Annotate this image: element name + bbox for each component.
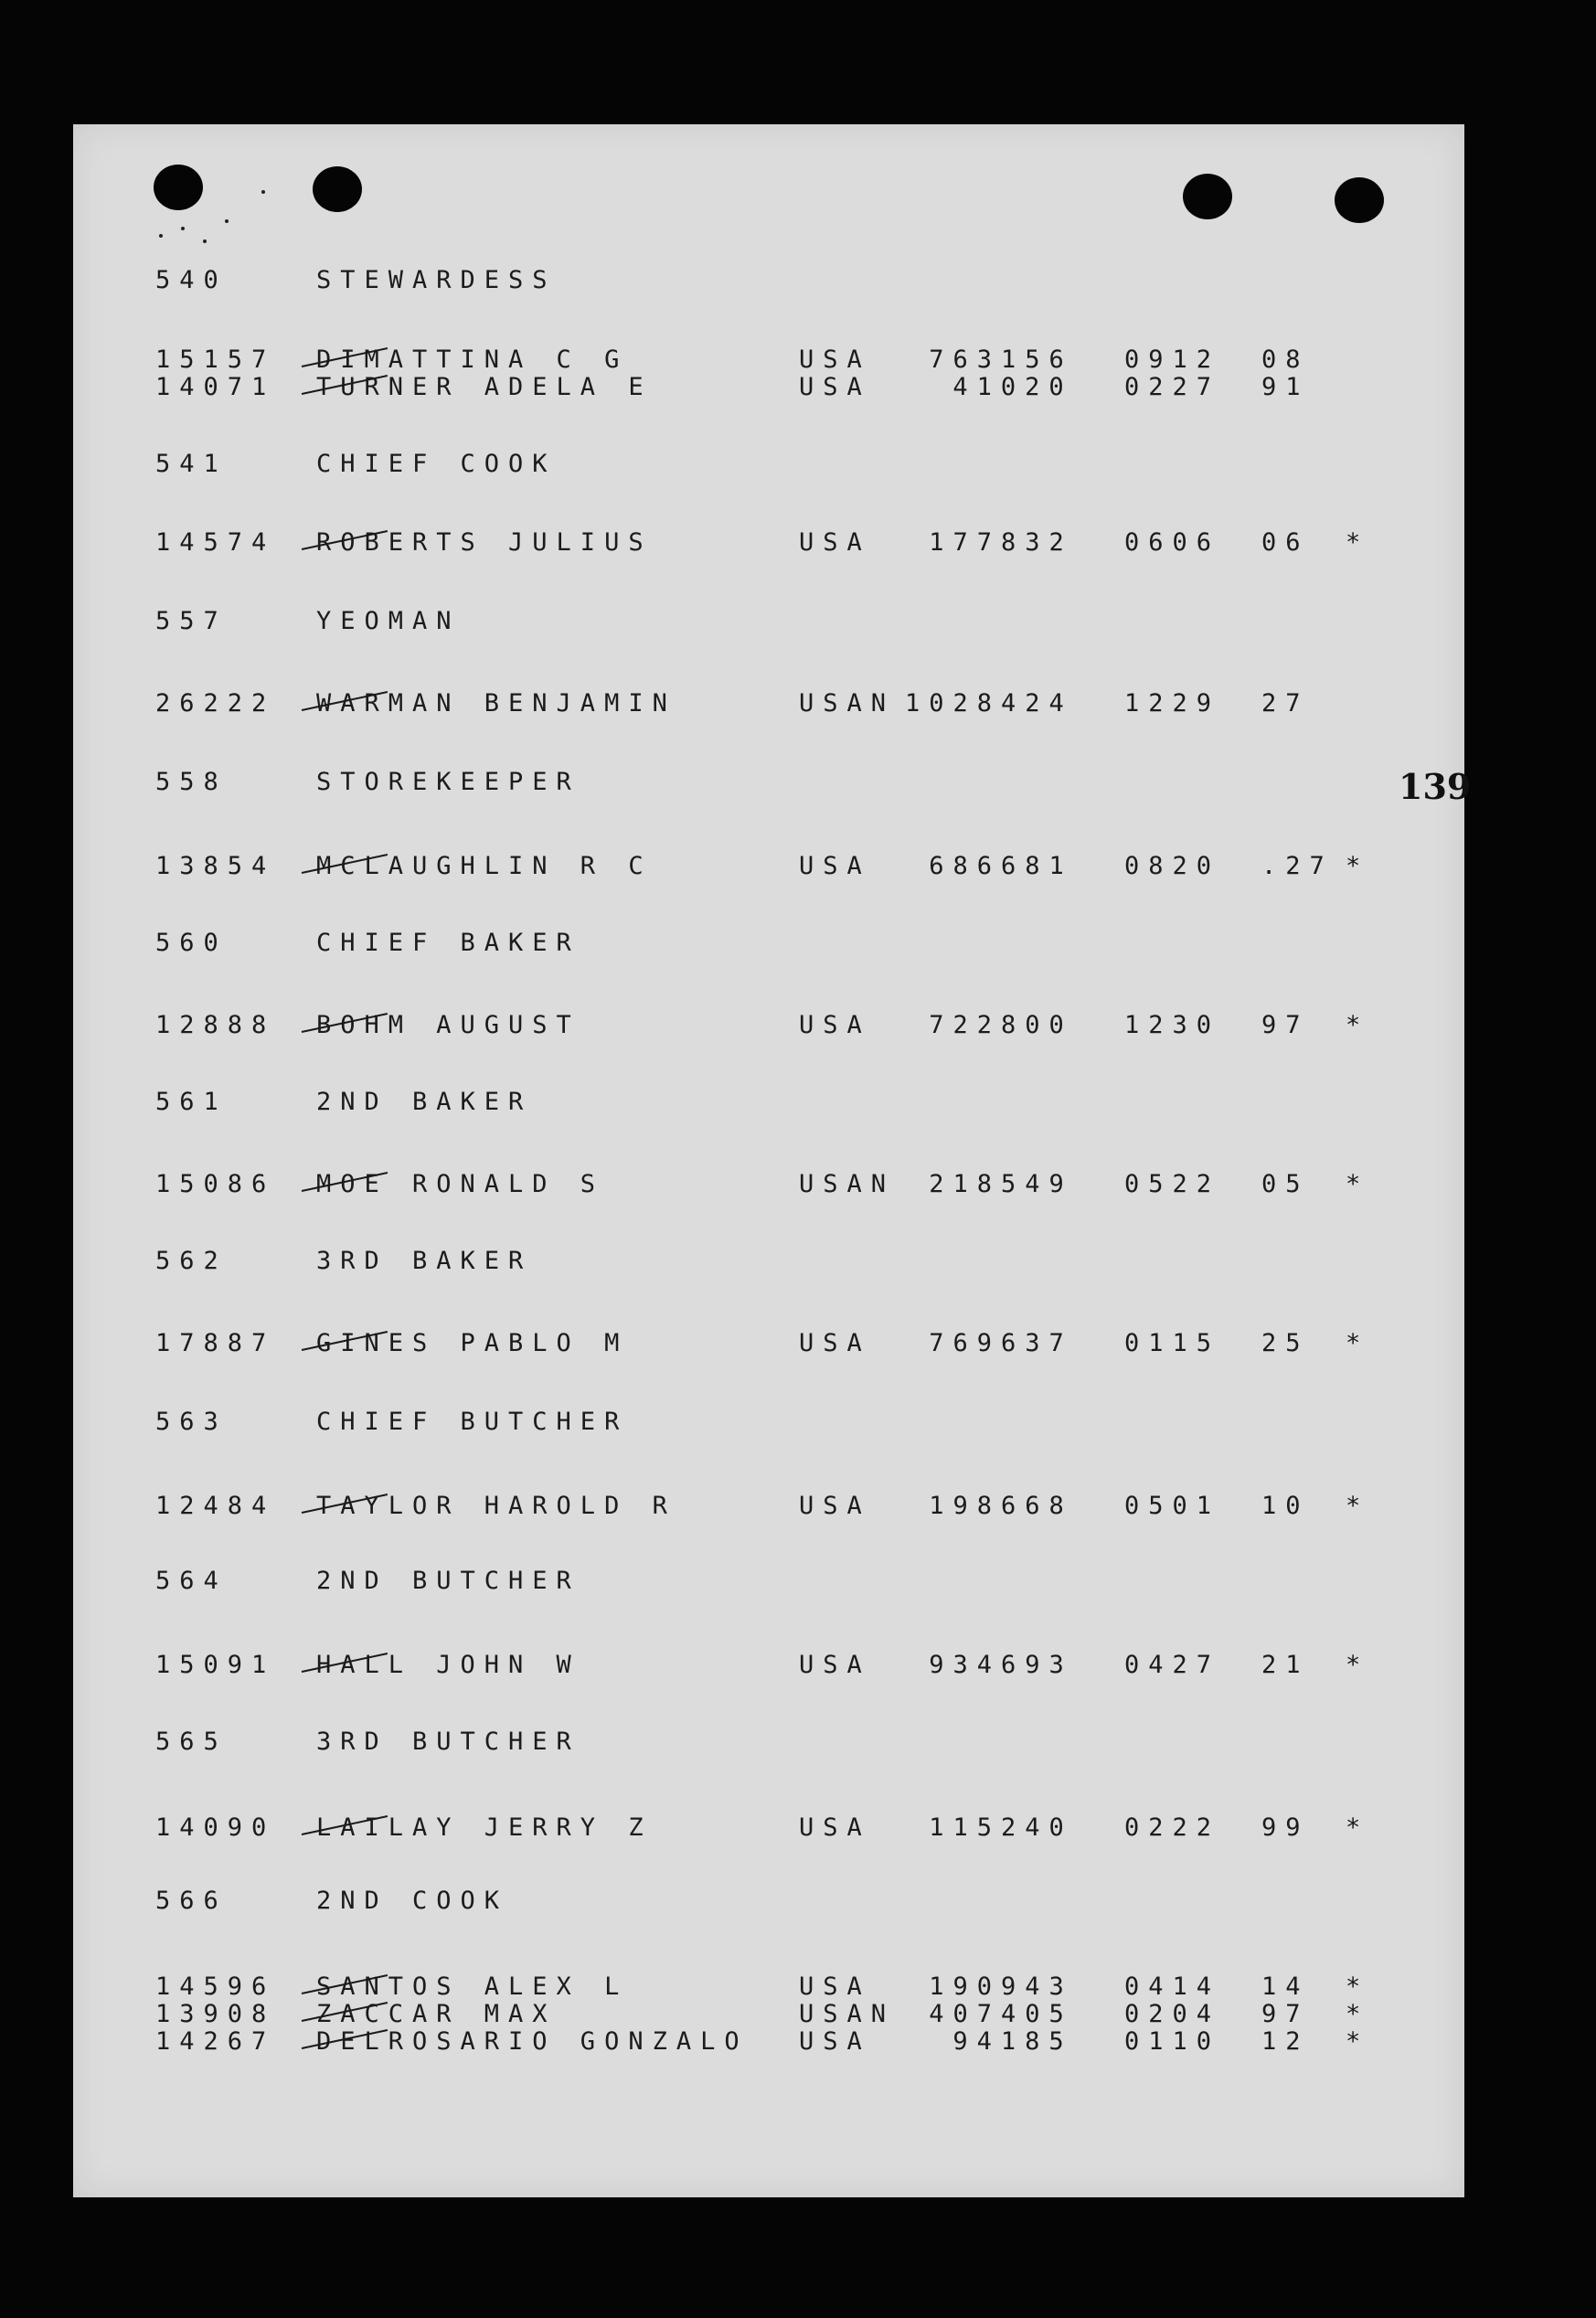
entry-number: 14596 (155, 1972, 276, 2001)
nationality: USA (799, 528, 871, 557)
date-code: 0414 (1124, 1972, 1221, 2001)
crew-name: GINES PABLO M (316, 1329, 629, 1357)
section-title: 2ND BUTCHER (316, 1567, 580, 1595)
nationality: USA (799, 1651, 871, 1679)
document-number: 177832 (929, 528, 1073, 557)
document-number: 769637 (929, 1329, 1073, 1357)
date-code: 1229 (1124, 689, 1221, 718)
year-code: 05 (1261, 1170, 1310, 1198)
date-code: 0227 (1124, 373, 1221, 401)
section-title: 2ND COOK (316, 1887, 509, 1915)
section-title: CHIEF COOK (316, 450, 557, 478)
entry-number: 12888 (155, 1011, 276, 1039)
section-title: 3RD BUTCHER (316, 1728, 580, 1756)
asterisk-mark: * (1346, 1972, 1370, 2001)
section-code: 557 (155, 607, 228, 635)
entry-number: 17887 (155, 1329, 276, 1357)
punch-hole (1335, 177, 1384, 223)
year-code: 97 (1261, 1011, 1310, 1039)
document-number: 94185 (952, 2027, 1073, 2056)
entry-number: 15157 (155, 346, 276, 374)
nationality: USAN (799, 2000, 896, 2028)
document-number: 686681 (929, 852, 1073, 880)
section-code: 565 (155, 1728, 228, 1756)
entry-number: 13908 (155, 2000, 276, 2028)
section-code: 540 (155, 266, 228, 294)
entry-number: 14071 (155, 373, 276, 401)
asterisk-mark: * (1346, 528, 1370, 557)
document-number: 198668 (929, 1492, 1073, 1520)
year-code: 25 (1261, 1329, 1310, 1357)
year-code: 12 (1261, 2027, 1310, 2056)
date-code: 0222 (1124, 1813, 1221, 1842)
asterisk-mark: * (1346, 1492, 1370, 1520)
section-code: 561 (155, 1088, 228, 1116)
asterisk-mark: * (1346, 1170, 1370, 1198)
section-title: STEWARDESS (316, 266, 557, 294)
crew-name: DIMATTINA C G (316, 346, 629, 374)
crew-name: ROBERTS JULIUS (316, 528, 653, 557)
asterisk-mark: * (1346, 2000, 1370, 2028)
year-code: 14 (1261, 1972, 1310, 2001)
section-code: 566 (155, 1887, 228, 1915)
entry-number: 26222 (155, 689, 276, 718)
year-code: 08 (1261, 346, 1310, 374)
crew-name: DELROSARIO GONZALO (316, 2027, 749, 2056)
date-code: 0110 (1124, 2027, 1221, 2056)
entry-number: 14090 (155, 1813, 276, 1842)
date-code: 0820 (1124, 852, 1221, 880)
nationality: USA (799, 346, 871, 374)
year-code: 06 (1261, 528, 1310, 557)
crew-name: SANTOS ALEX L (316, 1972, 629, 2001)
asterisk-mark: * (1346, 2027, 1370, 2056)
document-number: 218549 (929, 1170, 1073, 1198)
document-number: 763156 (929, 346, 1073, 374)
document-number: 1028424 (905, 689, 1073, 718)
date-code: 0501 (1124, 1492, 1221, 1520)
asterisk-mark: * (1346, 1651, 1370, 1679)
entry-number: 15091 (155, 1651, 276, 1679)
nationality: USAN (799, 689, 896, 718)
section-title: 3RD BAKER (316, 1247, 533, 1275)
date-code: 0522 (1124, 1170, 1221, 1198)
speck (159, 234, 163, 238)
year-code: 21 (1261, 1651, 1310, 1679)
date-code: 0606 (1124, 528, 1221, 557)
section-title: CHIEF BAKER (316, 929, 580, 957)
asterisk-mark: * (1346, 852, 1370, 880)
speck (203, 239, 207, 243)
crew-name: TURNER ADELA E (316, 373, 653, 401)
section-code: 564 (155, 1567, 228, 1595)
document-number: 934693 (929, 1651, 1073, 1679)
speck (261, 190, 265, 194)
entry-number: 14267 (155, 2027, 276, 2056)
document-number: 41020 (952, 373, 1073, 401)
document-number: 407405 (929, 2000, 1073, 2028)
punch-hole (1183, 174, 1232, 219)
date-code: 0912 (1124, 346, 1221, 374)
section-code: 563 (155, 1408, 228, 1436)
year-code: 91 (1261, 373, 1310, 401)
nationality: USA (799, 1329, 871, 1357)
speck (225, 219, 229, 223)
crew-name: LAILAY JERRY Z (316, 1813, 653, 1842)
crew-name: HALL JOHN W (316, 1651, 580, 1679)
crew-name: ZACCAR MAX (316, 2000, 557, 2028)
crew-name: BOHM AUGUST (316, 1011, 580, 1039)
page-number: 139 (1399, 766, 1472, 807)
section-title: 2ND BAKER (316, 1088, 533, 1116)
section-title: STOREKEEPER (316, 768, 580, 796)
nationality: USA (799, 1813, 871, 1842)
date-code: 1230 (1124, 1011, 1221, 1039)
date-code: 0427 (1124, 1651, 1221, 1679)
speck (181, 227, 185, 230)
nationality: USA (799, 1011, 871, 1039)
nationality: USAN (799, 1170, 896, 1198)
asterisk-mark: * (1346, 1813, 1370, 1842)
asterisk-mark: * (1346, 1329, 1370, 1357)
date-code: 0115 (1124, 1329, 1221, 1357)
crew-name: MCLAUGHLIN R C (316, 852, 653, 880)
document-number: 722800 (929, 1011, 1073, 1039)
nationality: USA (799, 1492, 871, 1520)
entry-number: 15086 (155, 1170, 276, 1198)
crew-name: MOE RONALD S (316, 1170, 605, 1198)
punch-hole (313, 166, 362, 212)
document-number: 190943 (929, 1972, 1073, 2001)
date-code: 0204 (1124, 2000, 1221, 2028)
year-code: 97 (1261, 2000, 1310, 2028)
nationality: USA (799, 1972, 871, 2001)
entry-number: 13854 (155, 852, 276, 880)
section-code: 562 (155, 1247, 228, 1275)
document-page (73, 124, 1472, 2197)
document-number: 115240 (929, 1813, 1073, 1842)
year-code: 10 (1261, 1492, 1310, 1520)
nationality: USA (799, 2027, 871, 2056)
nationality: USA (799, 852, 871, 880)
section-code: 558 (155, 768, 228, 796)
year-code: 99 (1261, 1813, 1310, 1842)
crew-name: WARMAN BENJAMIN (316, 689, 676, 718)
asterisk-mark: * (1346, 1011, 1370, 1039)
section-code: 560 (155, 929, 228, 957)
entry-number: 14574 (155, 528, 276, 557)
entry-number: 12484 (155, 1492, 276, 1520)
section-title: CHIEF BUTCHER (316, 1408, 629, 1436)
punch-hole (154, 165, 203, 210)
nationality: USA (799, 373, 871, 401)
crew-name: TAYLOR HAROLD R (316, 1492, 676, 1520)
year-code: 27 (1261, 689, 1310, 718)
year-code: .27 (1261, 852, 1334, 880)
section-title: YEOMAN (316, 607, 461, 635)
section-code: 541 (155, 450, 228, 478)
